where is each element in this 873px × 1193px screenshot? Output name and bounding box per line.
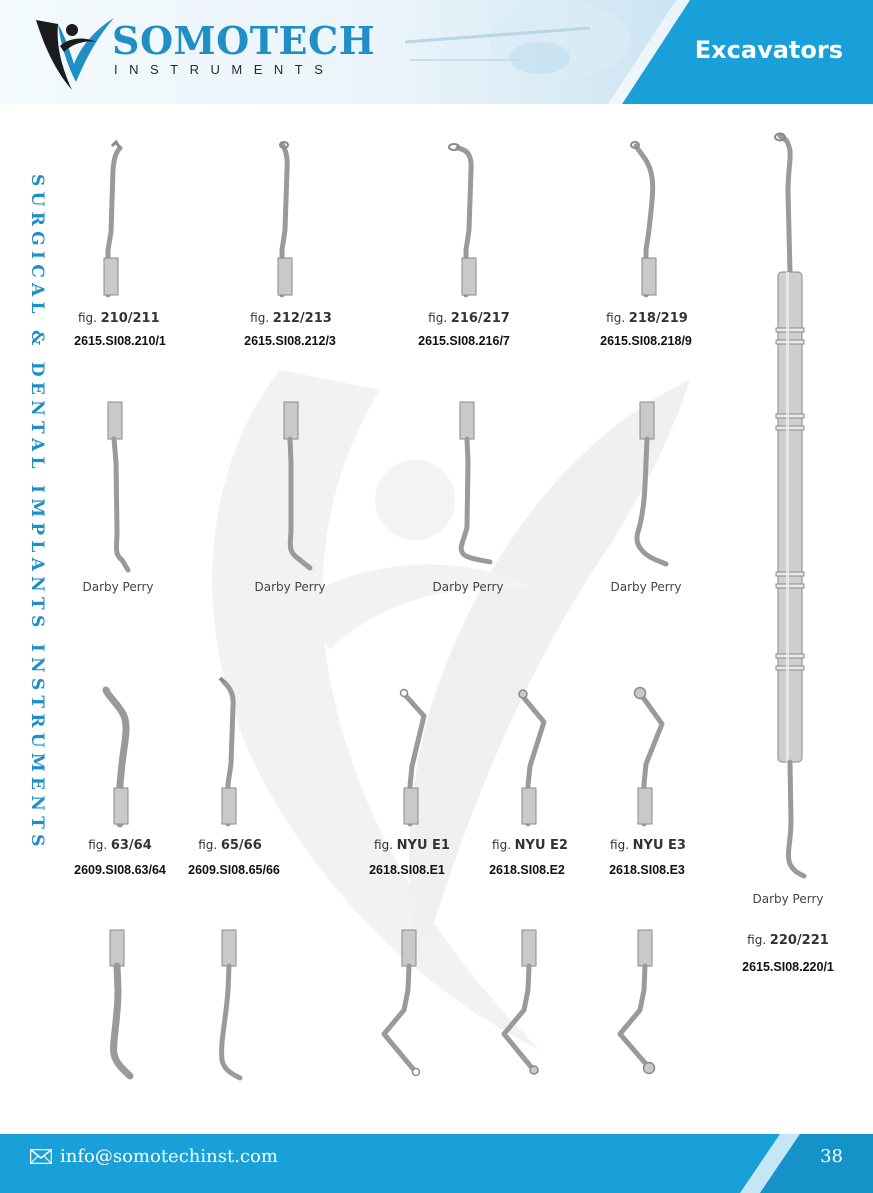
product-code: 2615.SI08.220/1	[742, 960, 834, 974]
excavator-65-66-image	[214, 676, 254, 824]
fig-label: fig. NYU E2	[492, 838, 568, 853]
excavator-nyu-e2-reverse-image	[496, 930, 556, 1080]
excavator-220-221-image	[766, 132, 816, 882]
product-code: 2615.SI08.216/7	[418, 334, 510, 348]
fig-label: fig. 210/211	[78, 311, 160, 326]
excavator-216-217-image	[446, 140, 486, 295]
page-number: 38	[820, 1146, 843, 1167]
darby-perry-label: Darby Perry	[610, 580, 682, 594]
excavator-216-217-reverse-image	[450, 402, 500, 572]
product-code: 2615.SI08.210/1	[74, 334, 166, 348]
darby-perry-label: Darby Perry	[82, 580, 154, 594]
fig-label: fig. 216/217	[428, 311, 510, 326]
brand-subtitle: INSTRUMENTS	[114, 62, 335, 77]
product-code: 2618.SI08.E3	[609, 863, 685, 877]
excavator-210-211-image	[100, 140, 130, 295]
excavator-63-64-reverse-image	[102, 930, 142, 1080]
excavator-218-219-reverse-image	[626, 402, 676, 572]
product-code: 2609.SI08.65/66	[188, 863, 280, 877]
email-text: info@somotechinst.com	[60, 1146, 278, 1167]
darby-perry-label: Darby Perry	[752, 892, 824, 906]
fig-label: fig. 63/64	[88, 838, 152, 853]
product-code: 2609.SI08.63/64	[74, 863, 166, 877]
swoosh-person-logo-icon	[28, 12, 118, 92]
fig-label: fig. 212/213	[250, 311, 332, 326]
brand-name: SOMOTECH	[112, 18, 376, 63]
side-vertical-text: SURGICAL & DENTAL IMPLANTS INSTRUMENTS	[27, 174, 47, 852]
section-title: Excavators	[694, 36, 843, 64]
excavator-nyu-e2-image	[514, 686, 564, 824]
page-header	[0, 0, 873, 104]
darby-perry-label: Darby Perry	[432, 580, 504, 594]
product-code: 2615.SI08.218/9	[600, 334, 692, 348]
excavator-210-211-reverse-image	[100, 402, 140, 572]
excavator-nyu-e1-reverse-image	[376, 930, 436, 1080]
fig-label: fig. 218/219	[606, 311, 688, 326]
excavator-nyu-e1-image	[396, 686, 446, 824]
fig-label: fig. 65/66	[198, 838, 262, 853]
excavator-218-219-image	[626, 140, 666, 295]
excavator-nyu-e3-reverse-image	[612, 930, 672, 1080]
excavator-65-66-reverse-image	[214, 930, 254, 1080]
product-code: 2618.SI08.E1	[369, 863, 445, 877]
product-code: 2618.SI08.E2	[489, 863, 565, 877]
darby-perry-label: Darby Perry	[254, 580, 326, 594]
excavator-63-64-image	[100, 684, 140, 824]
fig-label: fig. NYU E1	[374, 838, 450, 853]
excavator-nyu-e3-image	[630, 684, 680, 824]
page-footer	[0, 1134, 873, 1193]
fig-label: fig. 220/221	[747, 933, 829, 948]
product-code: 2615.SI08.212/3	[244, 334, 336, 348]
footer-email[interactable]	[30, 1146, 278, 1167]
excavator-212-213-reverse-image	[272, 402, 322, 572]
mail-icon	[30, 1149, 52, 1164]
fig-label: fig. NYU E3	[610, 838, 686, 853]
excavator-212-213-image	[270, 140, 300, 295]
